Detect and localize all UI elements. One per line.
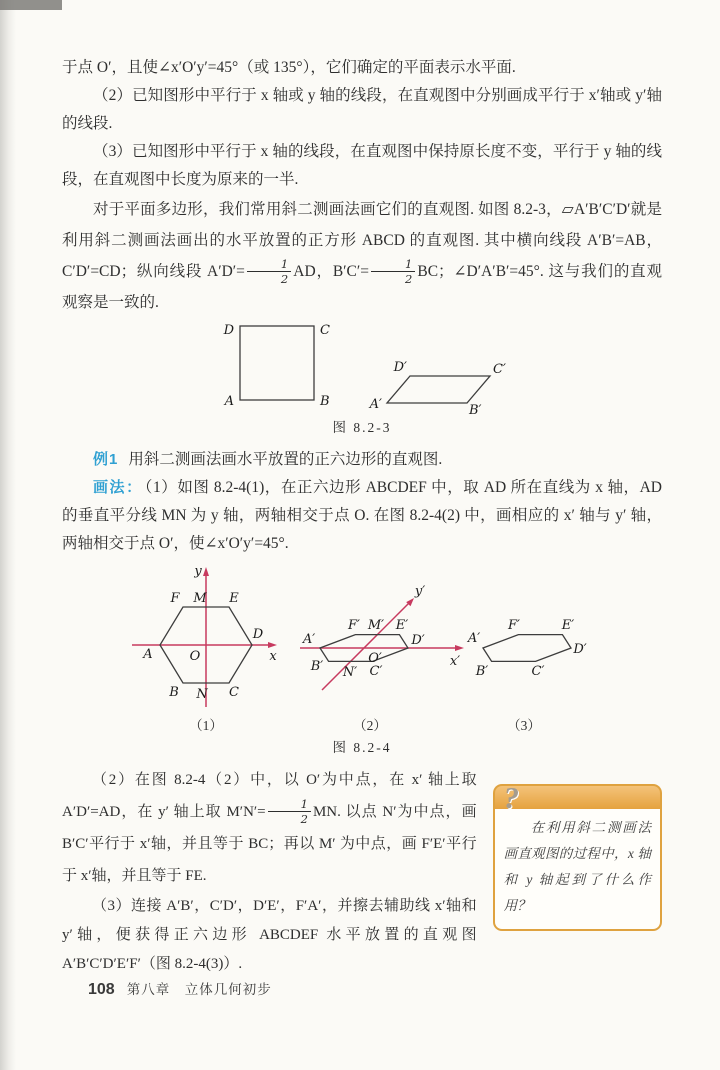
paragraph-rule-3: （3）已知图形中平行于 x 轴的线段，在直观图中保持原长度不变，平行于 y 轴的线段，在直观图中长度为原来的一半. — [62, 143, 662, 188]
method-step2: （2）在图 8.2-4（2）中，以 O′为中点，在 x′ 轴上取 A′D′=AD，在 y′ 轴上取 M′N′= $\frac{1}{2}$ MN. 以点 N′为中点，画 B′C′平行于 x′轴，并且等于 BC；再以 M′ 为中点，画 F′E′平行于 x′轴，并且等于 FE. — [62, 772, 477, 884]
question-mark-icon: ? — [503, 780, 520, 815]
label-F: F — [170, 591, 180, 606]
figure-8-2-4-canvas — [62, 562, 662, 738]
x-axis-arrowhead — [268, 642, 277, 648]
example-1-method-step1 — [62, 474, 662, 558]
paragraph-polygon-intro: 对于平面多边形，我们常用斜二测画法画它们的直观图. 如图 8.2-3，▱A′B′C′D′就是利用斜二测画法画出的水平放置的正方形 ABCD 的直观图. 其中横向线段 A′B′=AB，C′D′=CD；纵向线段 A′D′= $\frac{1}{2}$ AD，B′C′= $\frac{1}{2}$ BC；∠D′A′B′=45°. 这与我们的直观观察是一致的. — [62, 201, 662, 311]
label-C: C — [229, 685, 239, 700]
label-A: A — [143, 647, 153, 662]
label-C-prime-3: C′ — [531, 664, 545, 679]
label-F-prime: F′ — [348, 618, 360, 633]
label-B: B — [320, 394, 330, 409]
label-A-prime-3: A′ — [467, 631, 481, 646]
figure-8-2-3 — [62, 318, 662, 438]
label-C: C — [320, 323, 330, 338]
label-E-prime: E′ — [395, 618, 409, 633]
subfigure-1-label: （1） — [189, 718, 223, 733]
label-A-prime: A′ — [369, 397, 382, 412]
label-E-prime-3: E′ — [561, 618, 575, 633]
y-prime-axis — [322, 601, 411, 690]
callout-body — [493, 809, 662, 931]
page-footer — [88, 978, 272, 999]
paragraph-rule-2: （2）已知图形中平行于 x 轴或 y 轴的线段，在直观图中分别画成平行于 x′轴或 y′轴的线段. — [62, 87, 662, 132]
label-B: B — [169, 685, 179, 700]
label-B-prime-3: B′ — [475, 664, 489, 679]
label-D-prime: D′ — [393, 360, 407, 375]
label-N-prime: N′ — [342, 665, 358, 680]
label-D-prime-3: D′ — [573, 642, 587, 657]
label-D: D — [252, 627, 264, 642]
callout-question-text: 在利用斜二测画法画直观图的过程中，x 轴和 y 轴起到了什么作用？ — [503, 820, 651, 913]
paragraph-continuation: 于点 O′，且使∠x′O′y′=45°（或 135°），它们确定的平面表示水平面. — [62, 59, 516, 76]
label-y-axis: y — [194, 564, 202, 579]
figure-8-2-3-canvas — [62, 318, 662, 418]
square-ABCD — [240, 326, 314, 400]
subfigure-2-label: （2） — [353, 718, 387, 733]
label-x-axis: x — [269, 649, 277, 664]
two-column-zone — [62, 764, 662, 979]
label-O-prime: O′ — [368, 651, 382, 666]
label-y-prime-axis: y′ — [414, 584, 426, 599]
page-content — [62, 54, 662, 979]
label-B-prime: B′ — [469, 403, 482, 418]
figure-8-2-4-caption: 图 8.2-4 — [332, 740, 392, 755]
subfigure-3-label: （3） — [507, 718, 541, 733]
fraction: $\frac{1}{2}$ — [247, 258, 291, 285]
label-C-prime: C′ — [369, 664, 383, 679]
label-O: O — [189, 649, 201, 664]
question-callout — [493, 780, 662, 913]
method-step3: （3）连接 A′B′，C′D′，D′E′，F′A′，并擦去辅助线 x′轴和 y′轴，便获得正六边形 ABCDEF 水平放置的直观图 A′B′C′D′E′F′（图 8.2-4(3)）. — [62, 898, 477, 972]
label-A: A — [224, 394, 234, 409]
example-1-statement: 用斜二测画法画水平放置的正六边形的直观图. — [128, 451, 443, 468]
steps-column — [62, 764, 477, 979]
label-D-prime: D′ — [411, 633, 425, 648]
page-spine-edge — [0, 0, 16, 1070]
x-prime-arrowhead — [455, 645, 464, 651]
label-M: M — [193, 591, 207, 606]
label-F-prime-3: F′ — [508, 618, 520, 633]
hexagon-final-drawing — [483, 635, 571, 662]
fraction: $\frac{1}{2}$ — [371, 258, 415, 285]
chapter-title: 第八章 立体几何初步 — [126, 982, 272, 997]
method-tag: 画法： — [93, 479, 143, 496]
method-step1-text: （1）如图 8.2-4(1)，在正六边形 ABCDEF 中，取 AD 所在直线为 x 轴，AD 的垂直平分线 MN 为 y 轴，两轴相交于点 O. 在图 8.2-4(2) 中，画相应的 x′ 轴与 y′ 轴，两轴相交于点 O′，使∠x′O′y′=45°. — [62, 479, 662, 552]
label-A-prime: A′ — [302, 632, 316, 647]
figure-8-2-3-caption: 图 8.2-3 — [332, 420, 392, 435]
y-axis-arrowhead — [203, 567, 209, 576]
parallelogram-ApBpCpDp — [387, 376, 490, 403]
label-E: E — [229, 591, 239, 606]
example-1-heading — [62, 446, 662, 474]
label-N: N — [196, 687, 208, 702]
label-C-prime: C′ — [493, 362, 506, 377]
figure-8-2-4 — [62, 562, 662, 758]
label-B-prime: B′ — [310, 659, 324, 674]
example-1-tag: 例1 — [93, 451, 119, 468]
page-number: 108 — [88, 981, 115, 998]
label-x-prime-axis: x′ — [449, 654, 461, 669]
label-D: D — [223, 323, 234, 338]
fraction: $\frac{1}{2}$ — [268, 798, 311, 825]
label-M-prime: M′ — [367, 618, 385, 633]
scan-artifact — [0, 0, 62, 10]
